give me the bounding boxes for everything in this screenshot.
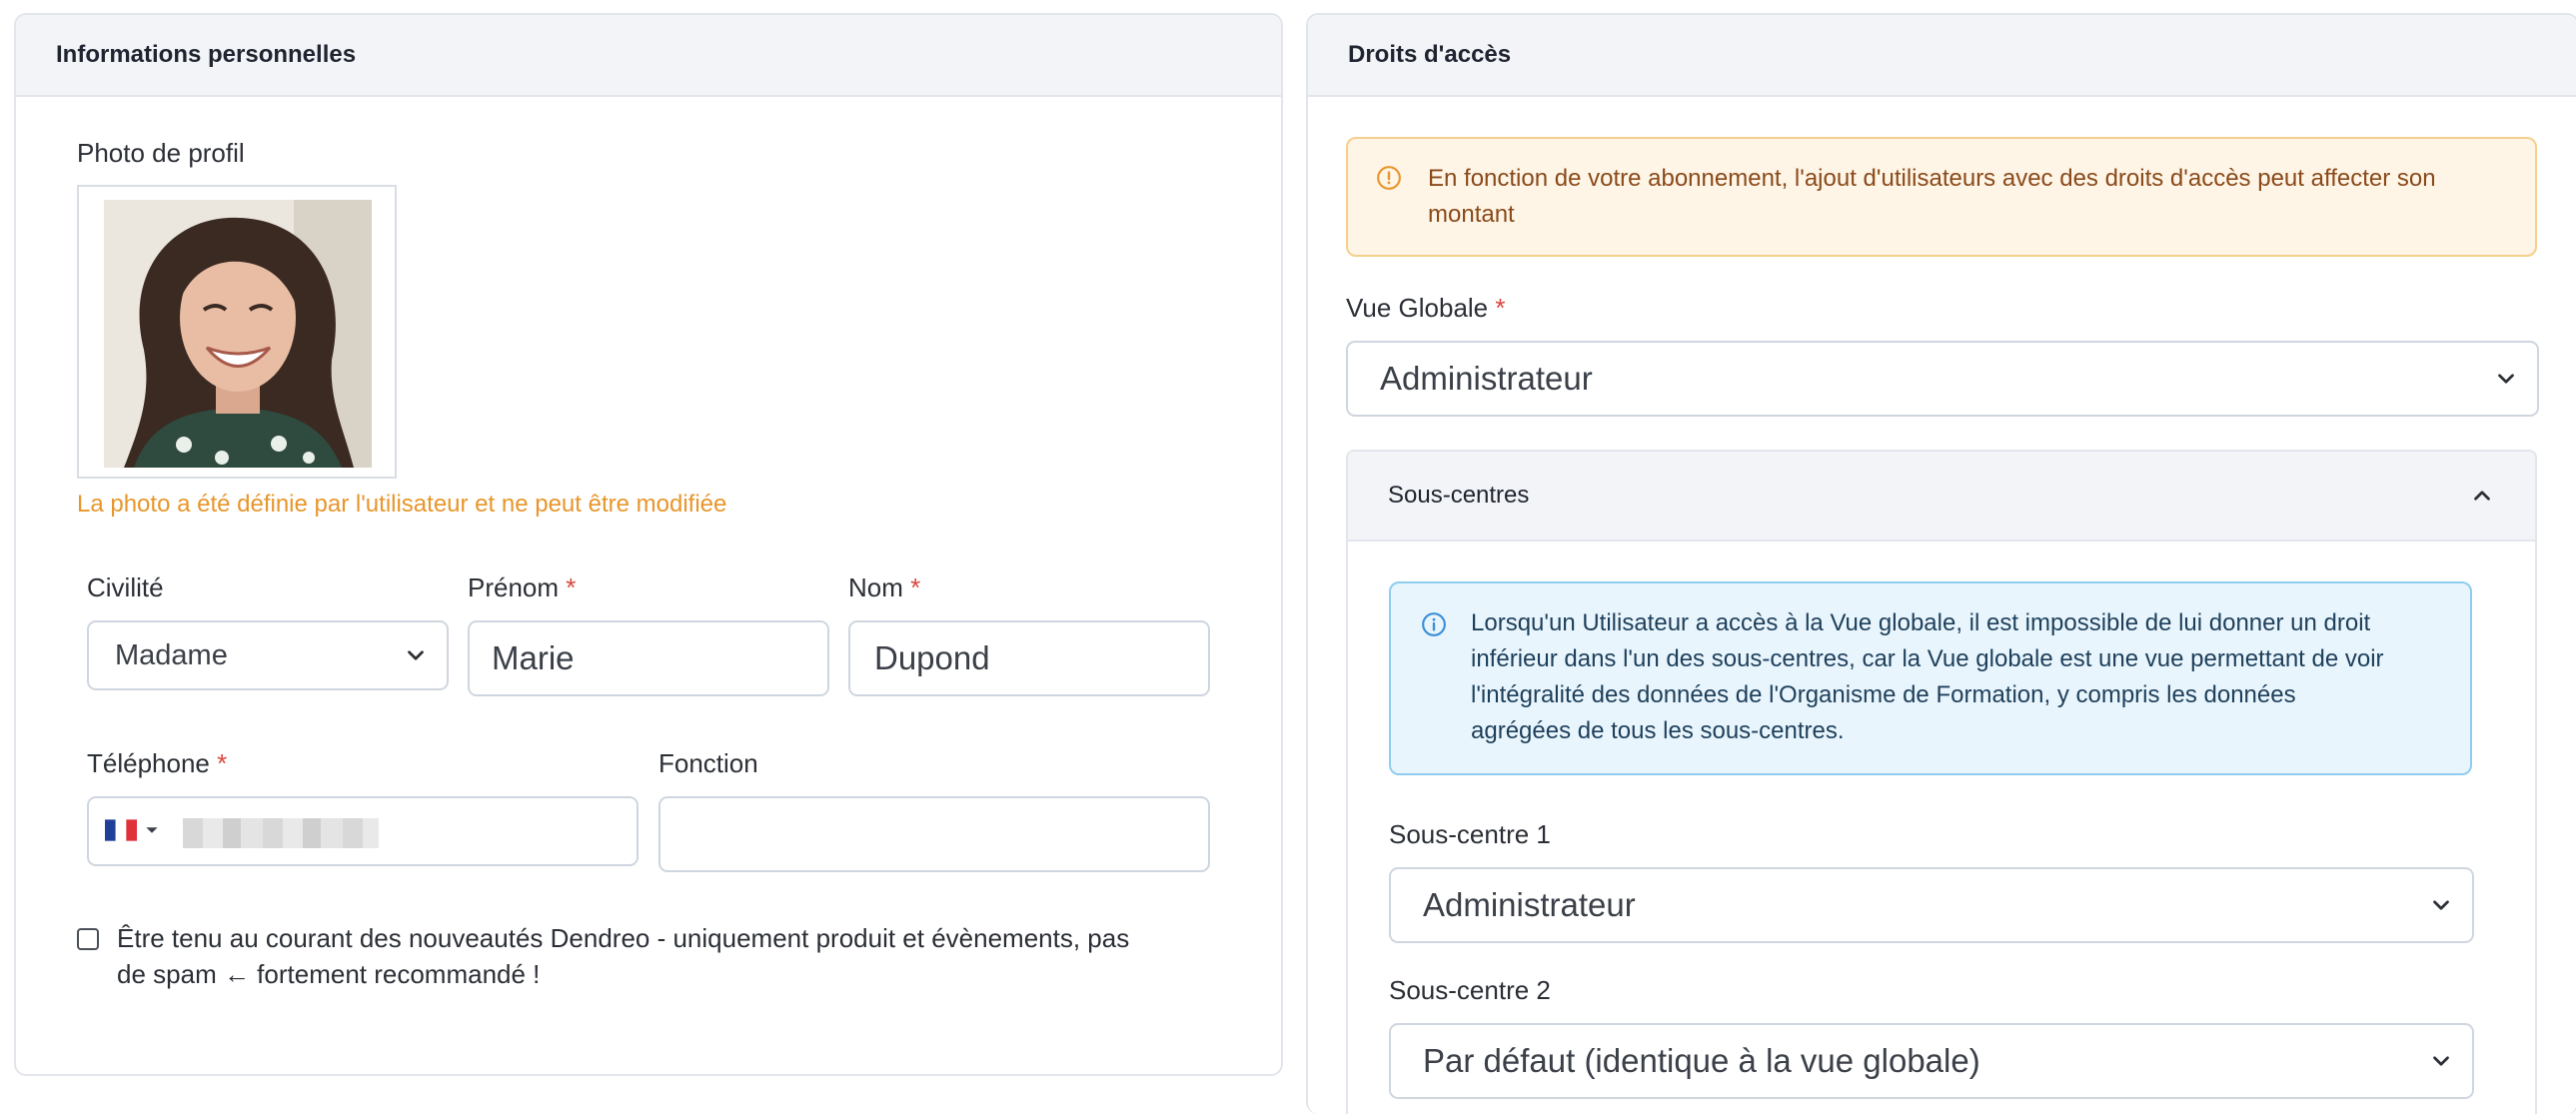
profile-photo-illustration — [104, 200, 372, 468]
lastname-input[interactable] — [848, 620, 1210, 696]
profile-photo-frame — [77, 185, 397, 479]
warning-line-2: montant — [1428, 201, 1515, 228]
lastname-label — [848, 572, 920, 603]
newsletter-line-1: Être tenu au courant des nouveautés Dendreo - uniquement produit et évènements, pas — [117, 923, 1130, 953]
newsletter-checkbox[interactable] — [77, 928, 99, 950]
subcenter2-label: Sous-centre 2 — [1389, 975, 1551, 1005]
info-line-3: l'intégralité des données de l'Organisme de Formation, y compris les données — [1471, 681, 2296, 708]
personal-info-header — [16, 15, 1281, 97]
required-mark: * — [566, 572, 577, 602]
chevron-down-icon — [2493, 366, 2519, 392]
info-line-1: Lorsqu'un Utilisateur a accès à la Vue globale, il est impossible de lui donner un droit — [1471, 609, 2371, 636]
newsletter-label — [117, 920, 1129, 992]
subcenter1-value: Administrateur — [1423, 886, 1636, 923]
phone-input[interactable] — [87, 796, 639, 866]
subcenter2-select[interactable] — [1389, 1023, 2474, 1099]
newsletter-line-2: de spam ← fortement recommandé ! — [117, 959, 541, 989]
civility-select[interactable] — [87, 620, 449, 690]
global-view-label — [1346, 293, 1506, 324]
info-text — [1471, 605, 2384, 749]
required-mark: * — [1495, 293, 1506, 323]
subcenter2-value: Par défaut (identique à la vue globale) — [1423, 1042, 1980, 1079]
lastname-label-text: Nom — [848, 572, 903, 602]
warning-info-icon — [1376, 165, 1402, 191]
photo-note: La photo a été définie par l'utilisateur et ne peut être modifiée — [77, 491, 727, 518]
chevron-up-icon[interactable] — [2469, 483, 2495, 509]
phone-label-text: Téléphone — [87, 748, 210, 778]
photo-label: Photo de profil — [77, 138, 245, 168]
firstname-input[interactable] — [468, 620, 829, 696]
required-mark: * — [910, 572, 921, 602]
required-mark: * — [217, 748, 228, 778]
global-view-value: Administrateur — [1380, 360, 1593, 397]
chevron-down-icon — [2428, 1048, 2454, 1074]
subcenters-accordion-header[interactable] — [1348, 452, 2535, 542]
firstname-value: Marie — [492, 639, 575, 676]
access-rights-title: Droits d'accès — [1348, 41, 1512, 68]
access-rights-card — [1306, 13, 2576, 1114]
subcenter1-label: Sous-centre 1 — [1389, 819, 1551, 849]
firstname-label — [468, 572, 576, 603]
global-view-label-text: Vue Globale — [1346, 293, 1489, 323]
france-flag-icon — [105, 818, 137, 842]
chevron-down-icon — [403, 642, 429, 668]
phone-label — [87, 748, 227, 779]
subcenter1-select[interactable] — [1389, 867, 2474, 943]
function-label: Fonction — [658, 748, 758, 778]
firstname-label-text: Prénom — [468, 572, 560, 602]
civility-label: Civilité — [87, 572, 164, 602]
access-rights-header — [1308, 15, 2576, 97]
info-icon — [1421, 611, 1447, 637]
function-input[interactable] — [658, 796, 1210, 872]
civility-value: Madame — [115, 638, 228, 671]
chevron-down-icon — [2428, 892, 2454, 918]
country-code-selector[interactable] — [105, 818, 159, 842]
warning-line-1: En fonction de votre abonnement, l'ajout d'utilisateurs avec des droits d'accès peut affecter son — [1428, 165, 2436, 192]
info-line-4: agrégées de tous les sous-centres. — [1471, 717, 1845, 744]
personal-info-title: Informations personnelles — [56, 41, 357, 68]
warning-text — [1428, 161, 2436, 233]
global-view-select[interactable] — [1346, 341, 2539, 417]
caret-down-icon — [145, 823, 159, 837]
subscription-warning — [1346, 137, 2537, 257]
phone-number-redacted — [183, 818, 379, 848]
info-line-2: inférieur dans l'un des sous-centres, car la Vue globale est une vue permettant de voir — [1471, 645, 2384, 672]
subcenters-accordion — [1346, 450, 2537, 1114]
profile-photo — [104, 200, 372, 468]
personal-info-card — [14, 13, 1283, 1076]
lastname-value: Dupond — [874, 639, 990, 676]
subcenters-title: Sous-centres — [1388, 482, 1530, 509]
global-view-info — [1389, 581, 2472, 775]
